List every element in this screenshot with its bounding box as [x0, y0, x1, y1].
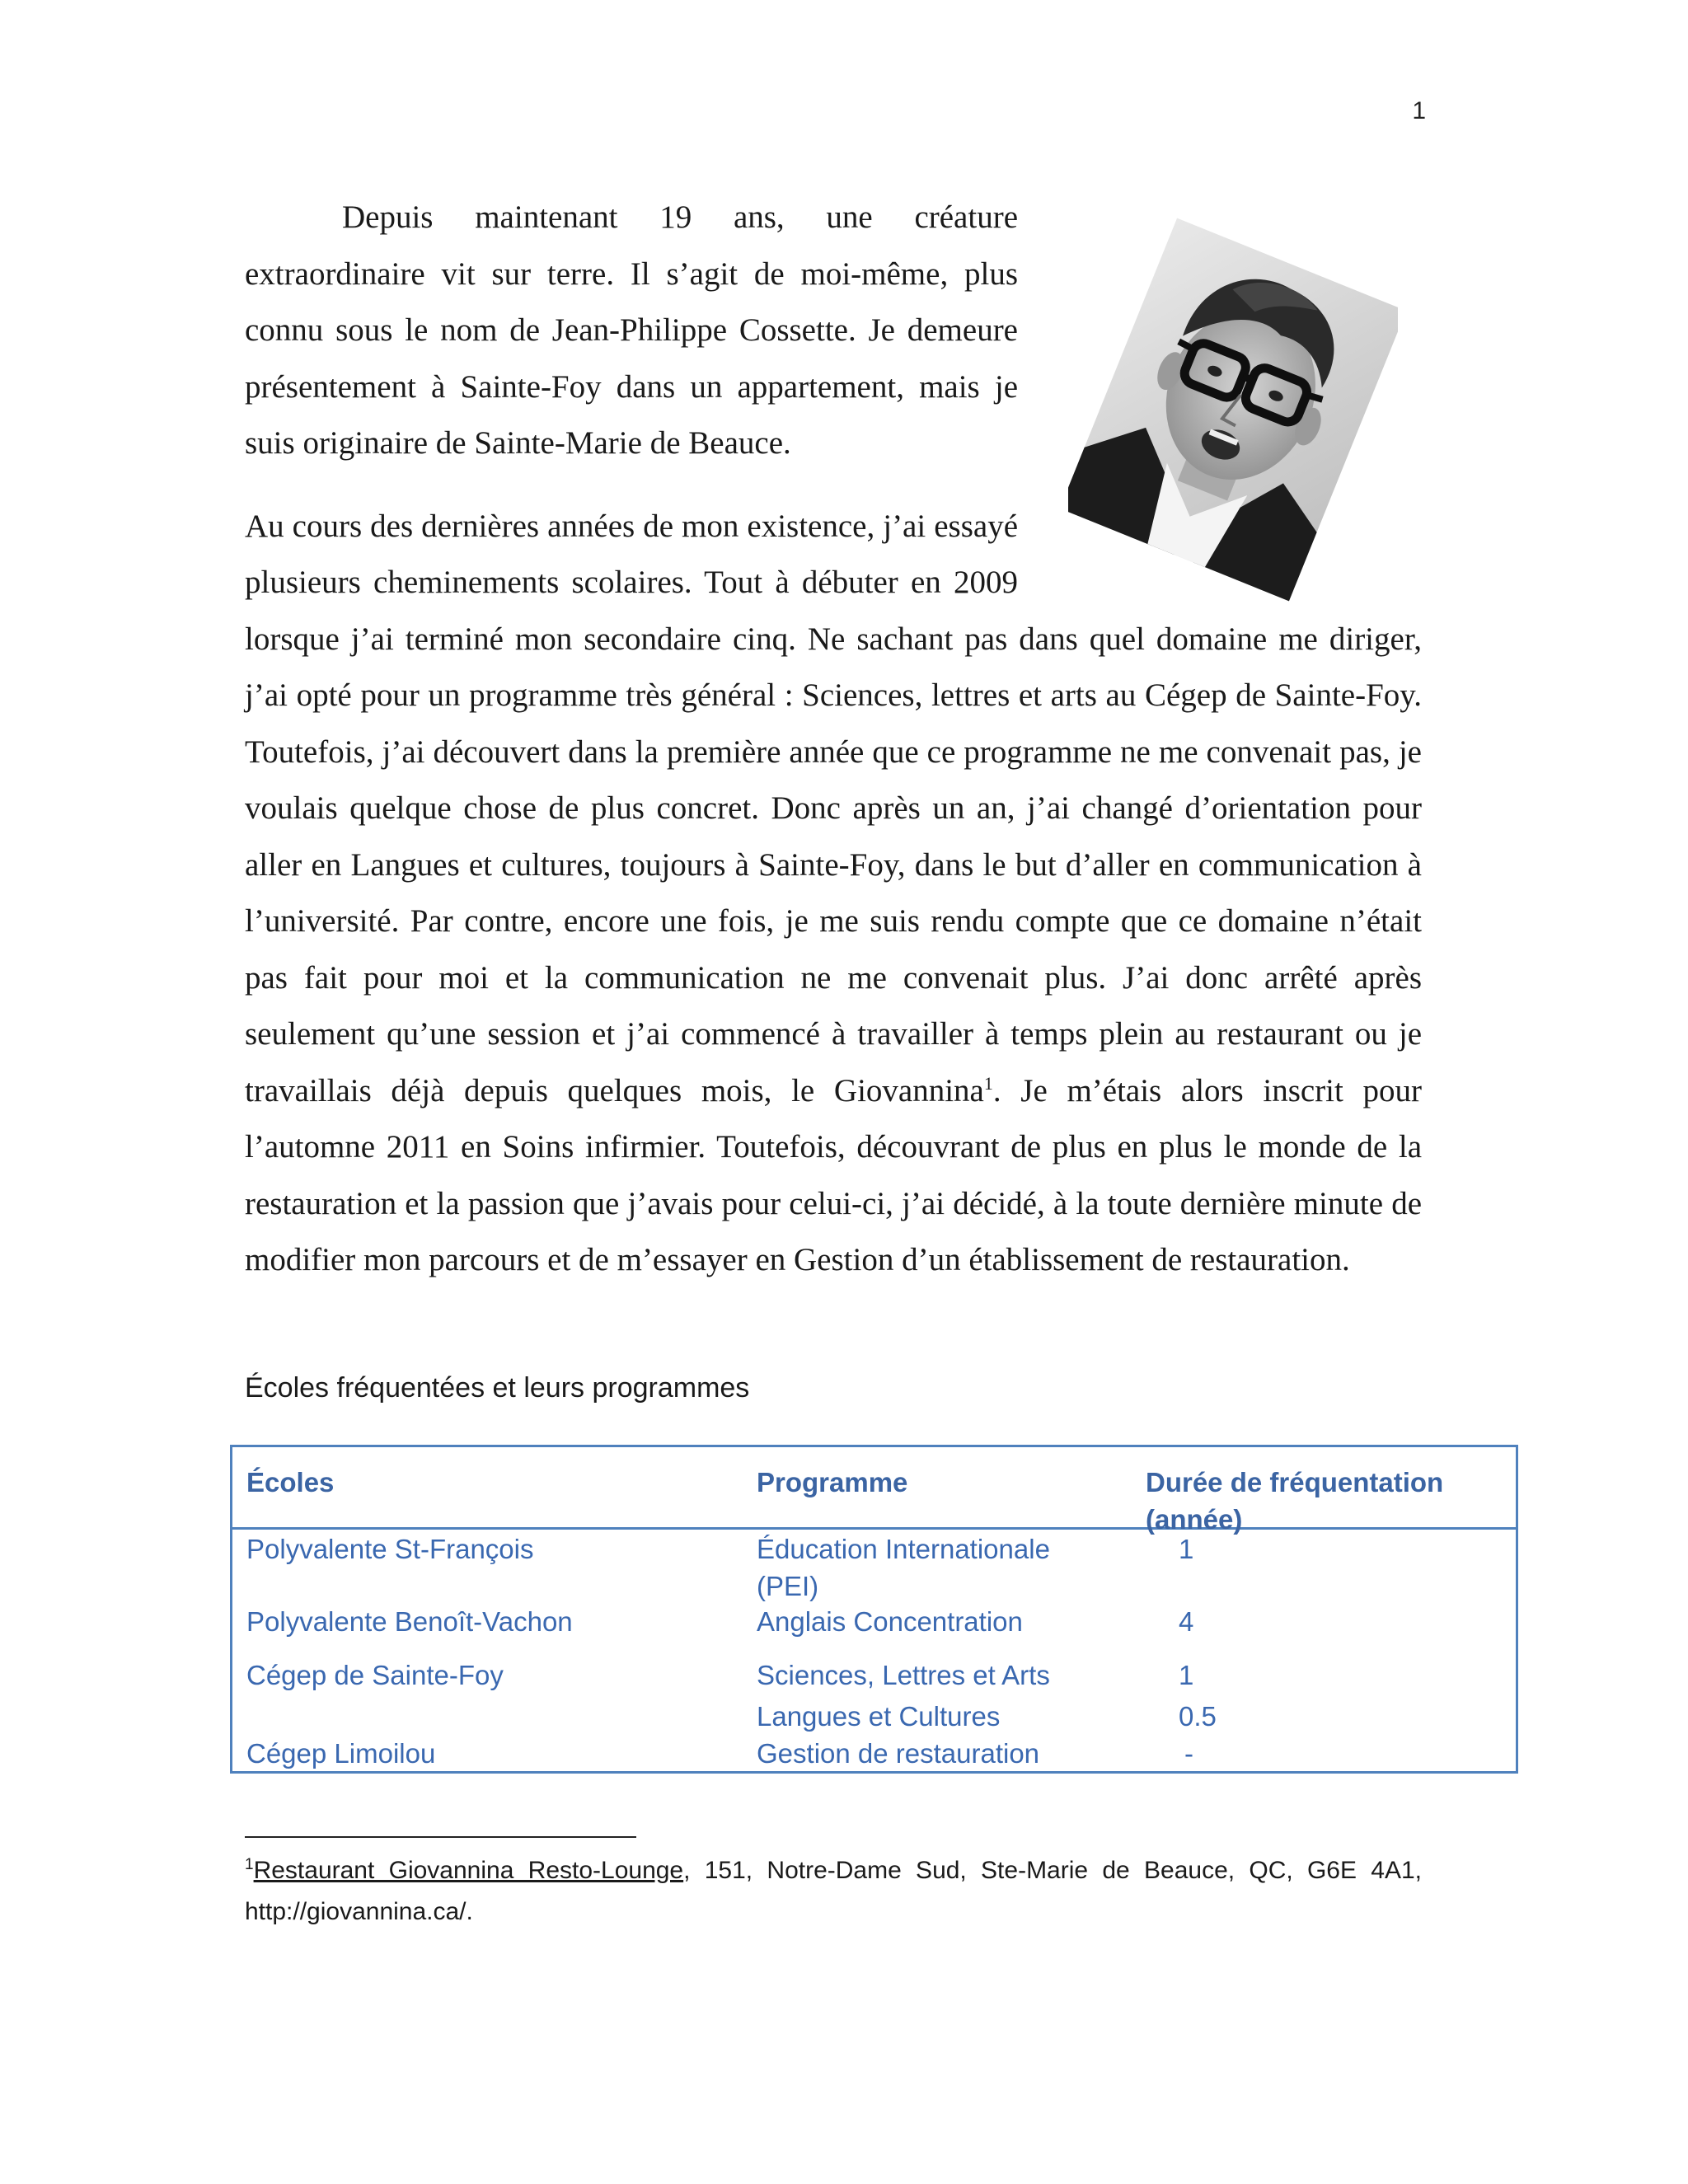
paragraph-studies-text-end: . Je m’étais alors inscrit pour l’automne 2011 en Soins infirmier. Toutefois, découvrant de plus en plus le monde de la restauration et la passion que j’avais pour celui-ci, j’ai décidé, à la toute dernière minute de modifier mon parcours et de m’essayer en Gestion d’un établissement de restauration.	[245, 1072, 1422, 1277]
paragraph-intro: Depuis maintenant 19 ans, une créature extraordinaire vit sur terre. Il s’agit de moi-même, plus connu sous le nom de Jean-Philippe Cossette. Je demeure présentement à Sainte-Foy dans un appartement, mais je suis originaire de Sainte-Marie de Beauce.	[245, 199, 1018, 461]
row-2-duration: 4	[1179, 1606, 1194, 1637]
paragraph-studies	[245, 499, 1422, 1289]
schools-table	[230, 1445, 1518, 1774]
body-text	[245, 190, 1422, 1289]
photo-wrap-space	[1018, 190, 1422, 593]
page-number: 1	[1412, 97, 1426, 124]
footnote	[245, 1850, 1422, 1933]
header-duration-line2: (année)	[1146, 1504, 1243, 1535]
row-3-duration: 1	[1179, 1660, 1194, 1690]
row-5-duration: -	[1184, 1738, 1193, 1769]
row-4-program: Langues et Cultures	[757, 1701, 1001, 1732]
row-1-program-line1: Éducation Internationale	[757, 1534, 1050, 1564]
row-4-duration: 0.5	[1179, 1701, 1217, 1732]
header-duration-line1: Durée de fréquentation	[1146, 1467, 1444, 1497]
row-2-program: Anglais Concentration	[757, 1606, 1023, 1637]
header-program: Programme	[757, 1467, 908, 1497]
footnote-reference[interactable]: 1	[983, 1072, 993, 1094]
row-1-school: Polyvalente St-François	[246, 1534, 534, 1564]
table-header	[232, 1447, 1516, 1535]
footnote-text: , 151, Notre-Dame Sud, Ste-Marie de Beauce, QC, G6E 4A1, http://giovannina.ca/.	[245, 1857, 1422, 1925]
header-schools: Écoles	[246, 1467, 335, 1497]
table-caption: Écoles fréquentées et leurs programmes	[245, 1372, 750, 1404]
footnote-link[interactable]: Restaurant Giovannina Resto-Lounge	[253, 1857, 684, 1884]
row-1-program	[757, 1530, 1050, 1605]
row-3-program: Sciences, Lettres et Arts	[757, 1660, 1050, 1690]
row-3-school: Cégep de Sainte-Foy	[246, 1660, 504, 1690]
footnote-separator	[245, 1836, 636, 1838]
row-1-duration: 1	[1179, 1534, 1194, 1564]
footnote-marker: 1	[245, 1856, 254, 1873]
paragraph-studies-text: Au cours des dernières années de mon existence, j’ai essayé plusieurs cheminements scolaires. Tout à débuter en 2009 lorsque j’ai terminé mon secondaire cinq. Ne sachant pas dans quel domaine me diriger, j’ai opté pour un programme très général : Sciences, lettres et arts au Cégep de Sainte-Foy. Toutefois, j’ai découvert dans la première année que ce programme ne me convenait pas, je voulais quelque chose de plus concret. Donc après un an, j’ai changé d’orientation pour aller en Langues et cultures, toujours à Sainte-Foy, dans le but d’aller en communication à l’université. Par contre, encore une fois, je me suis rendu compte que ce domaine n’était pas fait pour moi et la communication ne me convenait plus. J’ai donc arrêté après seulement qu’une session et j’ai commencé à travailler à temps plein au restaurant ou je travaillais déjà depuis quelques mois, le Giovannina	[245, 508, 1422, 1108]
header-duration	[1146, 1464, 1443, 1538]
row-2-school: Polyvalente Benoît-Vachon	[246, 1606, 573, 1637]
row-1-program-line2: (PEI)	[757, 1571, 819, 1601]
row-5-program: Gestion de restauration	[757, 1738, 1040, 1769]
row-5-school: Cégep Limoilou	[246, 1738, 436, 1769]
